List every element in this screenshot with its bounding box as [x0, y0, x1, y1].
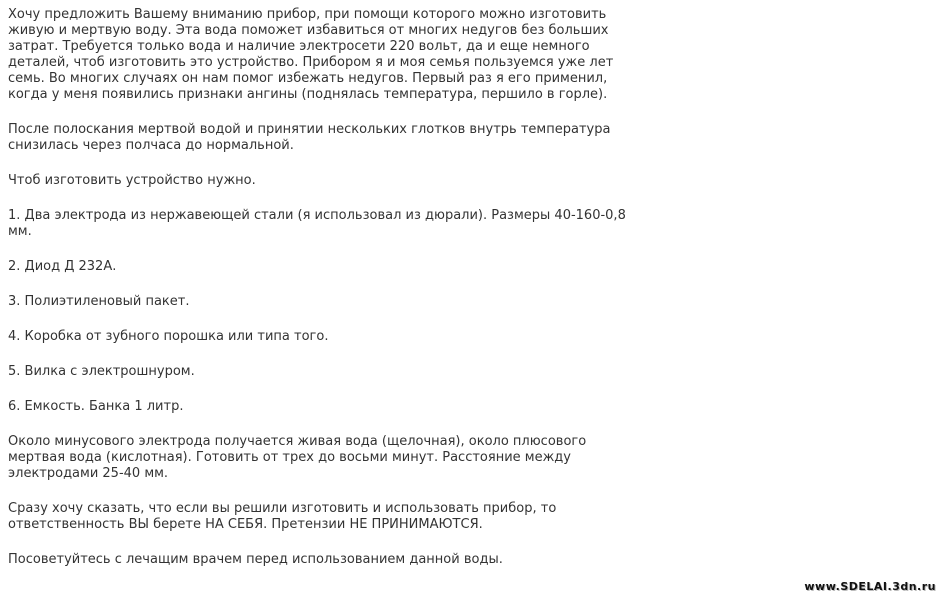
paragraph-advice: Посоветуйтесь с лечащим врачем перед использованием данной воды. [8, 552, 503, 567]
paragraph-gap [8, 533, 648, 552]
paragraph-gap [8, 240, 648, 259]
list-item-diode: 2. Диод Д 232А. [8, 259, 117, 274]
paragraph-gap [8, 310, 648, 329]
paragraph-result: После полоскания мертвой водой и принятии нескольких глотков внутрь температура снизилась через полчаса до нормальной. [8, 122, 611, 153]
paragraph-gap [8, 345, 648, 364]
paragraph-gap [8, 189, 648, 208]
list-item-plug: 5. Вилка с электрошнуром. [8, 364, 195, 379]
paragraph-gap [8, 103, 648, 122]
list-item-container: 6. Емкость. Банка 1 литр. [8, 399, 184, 414]
list-item-box: 4. Коробка от зубного порошка или типа того. [8, 329, 329, 344]
paragraph-gap [8, 482, 648, 501]
article-body [8, 7, 648, 568]
paragraph-requirements-heading: Чтоб изготовить устройство нужно. [8, 173, 256, 188]
paragraph-process: Около минусового электрода получается живая вода (щелочная), около плюсового мертвая вода (кислотная). Готовить от трех до восьми минут. Расстояние между электродами 25-40 мм. [8, 434, 587, 481]
paragraph-gap [8, 154, 648, 173]
paragraph-gap [8, 415, 648, 434]
paragraph-gap [8, 380, 648, 399]
paragraph-intro: Хочу предложить Вашему вниманию прибор, при помощи которого можно изготовить живую и мертвую воду. Эта вода поможет избавиться от многих недугов без больших затрат. Требуется только вода и наличие электросети 220 вольт, да и еще немного деталей, чтоб изготовить это устройство. Прибором я и моя семья пользуемся уже лет семь. Во многих случаях он нам помог избежать недугов. Первый раз я его применил, когда у меня появились признаки ангины (поднялась температура, першило в горле). [8, 7, 614, 102]
list-item-bag: 3. Полиэтиленовый пакет. [8, 294, 190, 309]
site-watermark: www.SDELAI.3dn.ru [804, 580, 936, 593]
paragraph-gap [8, 275, 648, 294]
list-item-electrodes: 1. Два электрода из нержавеющей стали (я использовал из дюрали). Размеры 40-160-0,8 мм. [8, 208, 626, 239]
paragraph-disclaimer: Сразу хочу сказать, что если вы решили изготовить и использовать прибор, то ответственность ВЫ берете НА СЕБЯ. Претензии НЕ ПРИНИМАЮТСЯ. [8, 501, 557, 532]
